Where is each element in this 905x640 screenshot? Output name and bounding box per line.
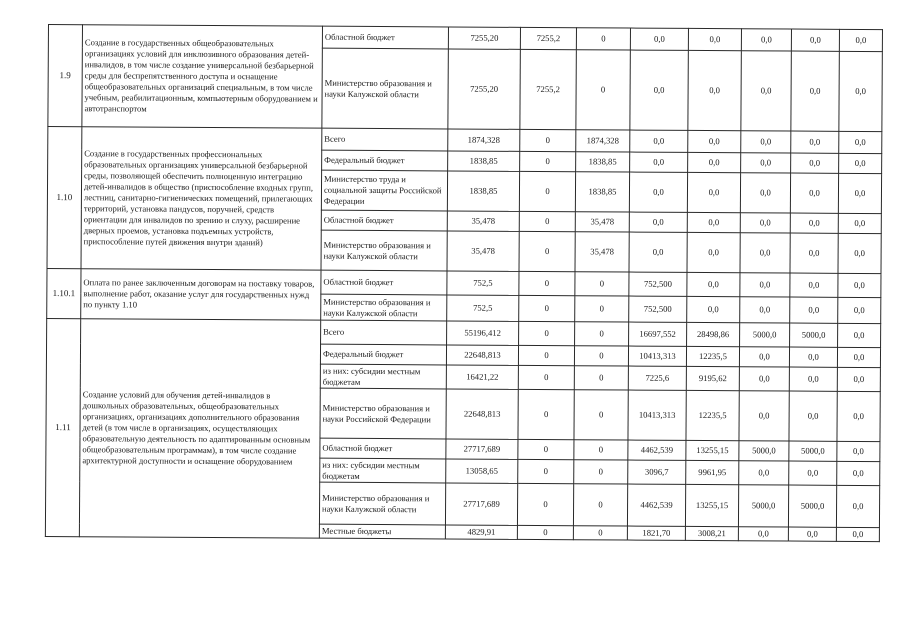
- amount-cell: 0,0: [837, 367, 880, 391]
- amount-cell: 1838,85: [576, 152, 630, 172]
- amount-cell: 0: [517, 525, 573, 539]
- amount-cell: 13058,65: [446, 459, 518, 483]
- amount-cell: 0,0: [789, 347, 837, 367]
- amount-cell: 1874,328: [448, 129, 520, 151]
- amount-cell: 0,0: [789, 367, 837, 391]
- amount-cell: 0,0: [837, 391, 880, 441]
- amount-cell: 0,0: [839, 29, 882, 51]
- amount-cell: 0,0: [838, 173, 881, 213]
- funding-source: Всего: [321, 320, 447, 345]
- amount-cell: 0,0: [739, 367, 789, 391]
- amount-cell: 0,0: [836, 527, 879, 541]
- amount-cell: 0,0: [838, 213, 881, 233]
- section-description: Создание условий для обучения детей-инвалидов в дошкольных образовательных, общеобразовательных организациях, организациях дополнительного образования детей (в том числе в организациях, осуществляющих образовательную деятельность по адаптированным основным общеобразовательным программам), в том числе создание архитектурной доступности и оснащение оборудованием: [79, 319, 320, 538]
- amount-cell: 0,0: [740, 297, 790, 323]
- amount-cell: 55196,412: [447, 321, 519, 345]
- amount-cell: 0: [519, 231, 575, 271]
- amount-cell: 0,0: [789, 461, 837, 485]
- amount-cell: 0: [518, 389, 574, 439]
- amount-cell: 0: [574, 440, 628, 460]
- amount-cell: 0,0: [630, 130, 688, 152]
- funding-source: Министерство образования и науки Калужской области: [322, 48, 448, 129]
- amount-cell: 0,0: [790, 273, 838, 297]
- amount-cell: 13255,15: [685, 484, 738, 526]
- amount-cell: 0: [575, 322, 629, 346]
- amount-cell: 0: [519, 321, 575, 345]
- amount-cell: 0,0: [740, 273, 790, 297]
- amount-cell: 0: [576, 50, 630, 130]
- amount-cell: 0,0: [687, 272, 740, 296]
- amount-cell: 0,0: [741, 153, 791, 173]
- funding-source: Министерство образования и науки Калужской области: [321, 230, 447, 271]
- amount-cell: 5000,0: [739, 441, 789, 461]
- funding-source: Областной бюджет: [320, 438, 446, 459]
- amount-cell: 0,0: [688, 152, 741, 172]
- amount-cell: 0,0: [741, 29, 791, 51]
- section-description: Создание в государственных общеобразовательных организациях условий для инклюзивного образования детей-инвалидов, в том числе создание универсальной безбарьерной среды для беспрепятственного доступа и оснащение общеобразовательных организаций специальным, в том числе учебным, реабилитационным, компьютерным оборудованием и автотранспортом: [82, 25, 323, 128]
- amount-cell: 0: [519, 171, 575, 211]
- amount-cell: 0: [575, 272, 629, 296]
- amount-cell: 0,0: [739, 461, 789, 485]
- amount-cell: 35,478: [447, 231, 519, 271]
- funding-source: Областной бюджет: [321, 270, 447, 295]
- funding-source: Федеральный бюджет: [322, 150, 448, 171]
- amount-cell: 0,0: [687, 212, 740, 232]
- amount-cell: 0,0: [738, 527, 788, 541]
- amount-cell: 0,0: [790, 297, 838, 323]
- amount-cell: 0,0: [687, 296, 740, 322]
- amount-cell: 35,478: [575, 232, 629, 272]
- section-description: Создание в государственных профессиональных образовательных организациях универсальной безбарьерной среды, позволяющей обеспечить полноценную интеграцию детей-инвалидов в общество (приспособление входных групп, лестниц, санитарно-гигиенических помещений, прилегающих территорий, установка пандусов, поручней, средств ориентации для инвалидов по зрению и слуху, расширение дверных проемов, установка подъемных устройств, приспособление путей движения внутри зданий): [81, 127, 322, 270]
- funding-source: Министерство образования и науки Калужской области: [319, 482, 445, 525]
- amount-cell: 0: [574, 390, 628, 440]
- amount-cell: 0,0: [837, 441, 880, 461]
- amount-cell: 0: [574, 366, 628, 390]
- funding-source: Федеральный бюджет: [320, 344, 446, 365]
- amount-cell: 10413,313: [628, 390, 686, 440]
- amount-cell: 13255,15: [686, 440, 739, 460]
- funding-source: Министерство труда и социальной защиты Российской Федерации: [321, 170, 447, 211]
- amount-cell: 0: [574, 460, 628, 484]
- amount-cell: 0,0: [789, 391, 837, 441]
- amount-cell: 0,0: [838, 323, 881, 347]
- amount-cell: 16421,22: [446, 365, 518, 389]
- amount-cell: 27717,689: [446, 439, 518, 459]
- amount-cell: 0,0: [629, 172, 687, 212]
- amount-cell: 0,0: [790, 213, 838, 233]
- amount-cell: 1874,328: [576, 130, 630, 152]
- amount-cell: 0: [519, 295, 575, 321]
- amount-cell: 12235,5: [686, 346, 739, 366]
- table-row: [47, 268, 881, 297]
- amount-cell: 0,0: [838, 297, 881, 323]
- amount-cell: 5000,0: [790, 323, 838, 347]
- section-description: Оплата по ранее заключенным договорам на поставку товаров, выполнение работ, оказание услуг для государственных нужд по пункту 1.10: [81, 269, 321, 320]
- section-number: 1.10: [47, 127, 82, 269]
- amount-cell: 3096,7: [628, 460, 686, 484]
- amount-cell: 1821,70: [627, 526, 685, 540]
- amount-cell: 752,500: [629, 296, 687, 322]
- table-row: [48, 127, 882, 154]
- amount-cell: 0: [518, 459, 574, 483]
- amount-cell: 0,0: [688, 130, 741, 152]
- amount-cell: 752,5: [447, 295, 519, 321]
- amount-cell: 0,0: [630, 50, 688, 130]
- amount-cell: 0,0: [630, 28, 688, 50]
- amount-cell: 0: [518, 365, 574, 389]
- section-number: 1.11: [45, 318, 80, 536]
- amount-cell: 5000,0: [738, 485, 788, 527]
- amount-cell: 5000,0: [740, 323, 790, 347]
- amount-cell: 0,0: [790, 233, 838, 273]
- amount-cell: 0: [576, 28, 630, 50]
- amount-cell: 0,0: [791, 131, 839, 153]
- amount-cell: 752,500: [629, 272, 687, 296]
- amount-cell: 0,0: [739, 347, 789, 367]
- amount-cell: 4829,91: [445, 525, 517, 539]
- amount-cell: 16697,552: [629, 322, 687, 346]
- amount-cell: 0: [573, 526, 627, 540]
- table-row: [47, 318, 881, 347]
- amount-cell: 0: [518, 439, 574, 459]
- amount-cell: 0,0: [839, 153, 882, 173]
- table-row: [48, 25, 882, 52]
- amount-cell: 12235,5: [686, 390, 739, 440]
- amount-cell: 0: [517, 483, 573, 525]
- amount-cell: 7225,6: [628, 366, 686, 390]
- amount-cell: 7255,20: [448, 27, 520, 49]
- amount-cell: 7255,20: [448, 49, 520, 129]
- amount-cell: 0,0: [788, 527, 836, 541]
- amount-cell: 0: [520, 129, 576, 151]
- amount-cell: 28498,86: [687, 322, 740, 346]
- amount-cell: 0,0: [741, 51, 791, 131]
- amount-cell: 0,0: [791, 51, 839, 131]
- amount-cell: 35,478: [447, 211, 519, 231]
- amount-cell: 0,0: [739, 391, 789, 441]
- amount-cell: 22648,813: [446, 389, 518, 439]
- section-number: 1.9: [48, 25, 83, 127]
- amount-cell: 0,0: [687, 232, 740, 272]
- amount-cell: 0,0: [839, 131, 882, 153]
- funding-source: Министерство образования и науки Калужской области: [321, 294, 447, 321]
- amount-cell: 0: [574, 346, 628, 366]
- amount-cell: 0: [519, 271, 575, 295]
- amount-cell: 5000,0: [789, 441, 837, 461]
- amount-cell: 0,0: [629, 232, 687, 272]
- amount-cell: 4462,539: [628, 440, 686, 460]
- amount-cell: 0,0: [687, 172, 740, 212]
- amount-cell: 0: [573, 484, 627, 526]
- amount-cell: 0,0: [836, 485, 879, 527]
- amount-cell: 0,0: [740, 173, 790, 213]
- amount-cell: 0,0: [741, 131, 791, 153]
- amount-cell: 0,0: [839, 51, 882, 131]
- amount-cell: 0: [519, 211, 575, 231]
- funding-source: Местные бюджеты: [319, 524, 445, 539]
- amount-cell: 0,0: [838, 273, 881, 297]
- amount-cell: 0,0: [837, 461, 880, 485]
- funding-source: Министерство образования и науки Российской Федерации: [320, 388, 446, 439]
- amount-cell: 4462,539: [627, 484, 685, 526]
- amount-cell: 0,0: [688, 50, 741, 130]
- funding-source: Областной бюджет: [322, 26, 448, 49]
- amount-cell: 22648,813: [446, 345, 518, 365]
- amount-cell: 0,0: [629, 212, 687, 232]
- amount-cell: 0,0: [740, 233, 790, 273]
- amount-cell: 0,0: [791, 153, 839, 173]
- funding-source: из них: субсидии местным бюджетам: [320, 364, 446, 389]
- funding-source: Всего: [322, 128, 448, 151]
- amount-cell: 0,0: [740, 213, 790, 233]
- amount-cell: 0,0: [790, 173, 838, 213]
- funding-source: Областной бюджет: [321, 210, 447, 231]
- amount-cell: 0: [575, 296, 629, 322]
- section-number: 1.10.1: [47, 268, 81, 318]
- amount-cell: 1838,85: [447, 171, 519, 211]
- amount-cell: 9961,95: [686, 460, 739, 484]
- amount-cell: 7255,2: [520, 49, 576, 129]
- budget-table: [45, 24, 883, 542]
- amount-cell: 9195,62: [686, 366, 739, 390]
- amount-cell: 10413,313: [628, 346, 686, 366]
- amount-cell: 0,0: [837, 347, 880, 367]
- amount-cell: 0,0: [688, 28, 741, 50]
- amount-cell: 7255,2: [520, 27, 576, 49]
- amount-cell: 1838,85: [448, 151, 520, 171]
- amount-cell: 27717,689: [445, 483, 517, 525]
- amount-cell: 752,5: [447, 271, 519, 295]
- amount-cell: 0,0: [791, 29, 839, 51]
- amount-cell: 1838,85: [575, 172, 629, 212]
- funding-source: из них: субсидии местным бюджетам: [320, 458, 446, 483]
- amount-cell: 5000,0: [788, 485, 836, 527]
- amount-cell: 0: [520, 151, 576, 171]
- amount-cell: 0,0: [838, 233, 881, 273]
- amount-cell: 0: [518, 345, 574, 365]
- amount-cell: 35,478: [575, 212, 629, 232]
- amount-cell: 3008,21: [685, 526, 738, 540]
- amount-cell: 0,0: [630, 152, 688, 172]
